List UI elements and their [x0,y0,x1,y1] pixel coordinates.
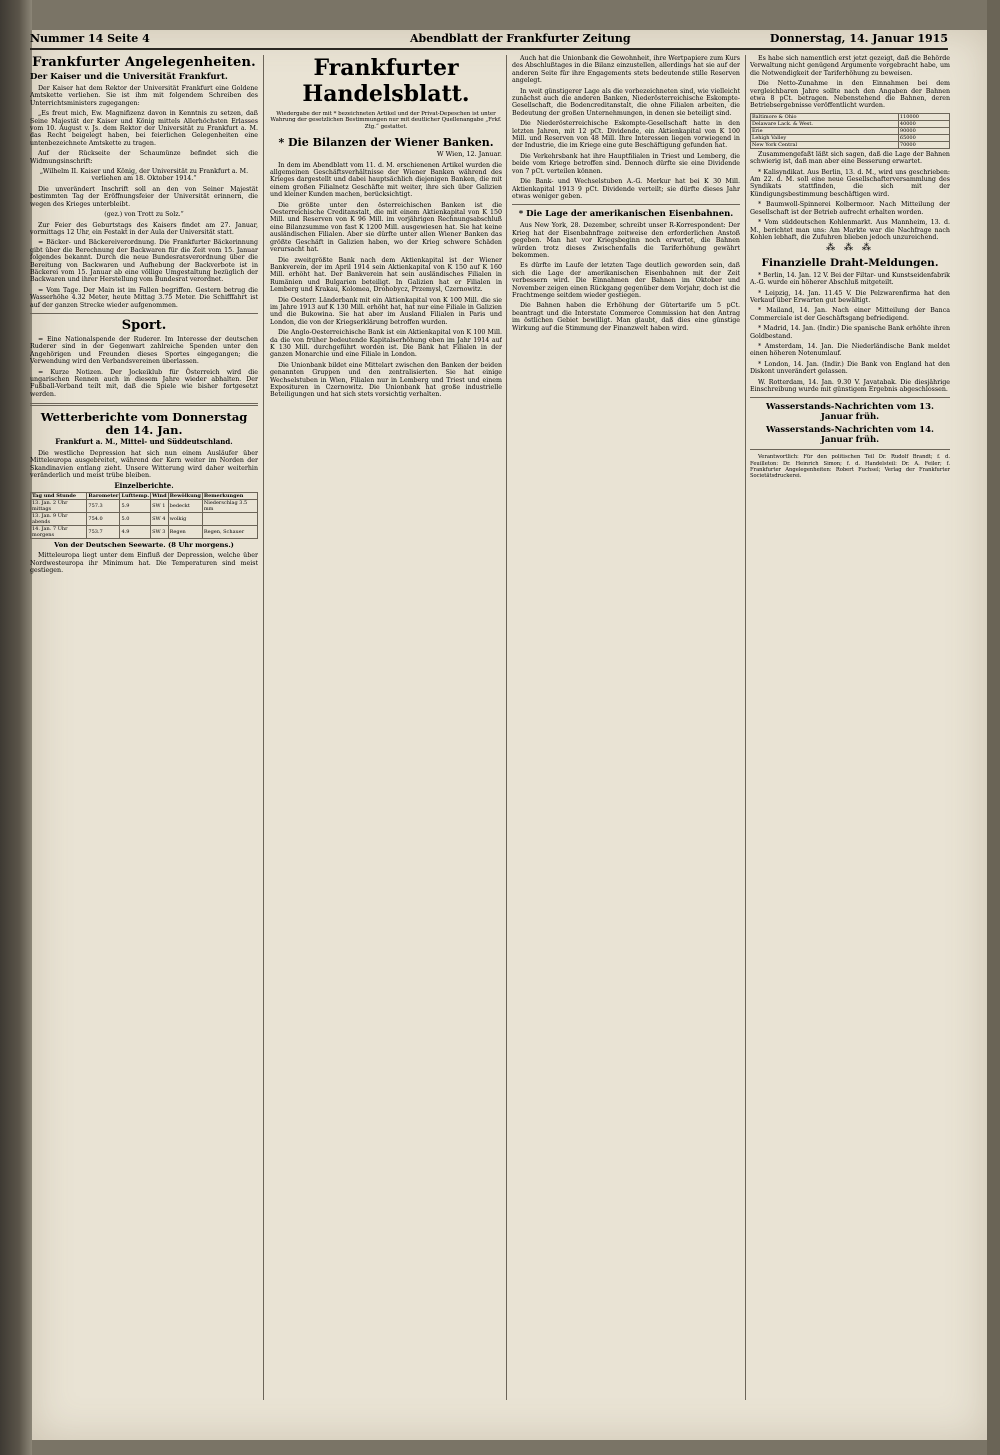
table-title: Einzelberichte. [114,481,174,491]
paragraph: Die größte unter den österreichischen Banken ist die Oesterreichische Creditanstalt, die mit einem Aktienkapital von K 150 Mill. und Reserven von K 96 Mill. im vorjährigen Rechnungsabschluß eine Bilanzsumme von fast K 1200 Mill. ausgewiesen hat. Sie hat keine ausländischen Filialen. Aber sie dürfte unter allen Wiener Banken das größte Geschäft in Galizien haben, wo der Krieg schwere Schäden verursacht hat. [270,201,502,254]
table-cell: Niederschlag 3.5 mm [202,499,257,512]
book-binding [0,0,32,1455]
table-header: Barometer [88,492,119,499]
signature: (gez.) von Trott zu Solz.“ [104,211,184,219]
paragraph: Es dürfte im Laufe der letzten Tage deutlich geworden sein, daß sich die Lage der amerikanischen Eisenbahnen mit der Zeit verbessern wird. Die Einnahmen der Bahnen im Oktober und November zeigen einen Rückgang gegenüber dem Vorjahr, doch ist die Frachtmenge seitdem wieder gestiegen. [512,262,740,299]
ornament-divider: ⁂ ⁂ ⁂ [826,243,874,254]
table-cell: SW 4 [151,512,169,525]
paragraph: Auch hat die Unionbank die Gewohnheit, ihre Wertpapiere zum Kurs des Abschlußtages in die Bilanz einzustellen, allerdings hat sie auf der anderen Seite für ihre Engagements stets bedeutende stille Reserven angelegt. [512,55,740,85]
table-row [751,134,950,141]
table-cell: 90000 [898,127,949,134]
paragraph: * Mailand, 14. Jan. Nach einer Mitteilung der Banca Commerciale ist der Geschäftsgang befriedigend. [750,307,950,322]
inscription: „Wilhelm II. Kaiser und König, der Universität zu Frankfurt a. M. verliehen am 18. Oktober 1914.“ [39,168,249,183]
paragraph: * Baumwoll-Spinnerei Kolbermoor. Nach Mitteilung der Gesellschaft ist der Betrieb aufrecht erhalten worden. [750,201,950,216]
paragraph: Die westliche Depression hat sich nun einem Ausläufer über Mitteleuropa ausgebreitet, während der Kern weiter im Norden der Skandinavien entlang zieht. Unsere Witterung wird daher weiterhin veränderlich und meist trübe bleiben. [30,449,258,479]
article-title: * Die Lage der amerikanischen Eisenbahnen. [518,209,734,220]
paragraph: * Vom süddeutschen Kohlenmarkt. Aus Mannheim, 13. d. M., berichtet man uns: Am Markte war die Nachfrage nach Kohlen lebhaft, die Zufuhren blieben jedoch unzureichend. [750,219,950,241]
table-cell: 65000 [898,134,949,141]
divider [750,449,950,450]
paragraph: * London, 14. Jan. (Indir.) Die Bank von England hat den Diskont unverändert gelassen. [750,360,950,376]
table-cell: Erie [751,127,899,134]
paragraph: In weit günstigerer Lage als die vorbezeichneten sind, wie vielleicht zunächst auch die anderen Banken, Niederösterreichische Eskompte-Gesellschaft, die Bodencreditanstalt, die ohne Filialen arbeiten, die Bedeutung der großen Unternehmungen, in denen sie beteiligt sind. [512,87,740,117]
section-title: Frankfurter Angelegenheiten. [32,55,256,70]
weather-title: Wetterberichte vom Donnerstag den 14. Jan. [40,410,248,438]
column-rule [745,55,746,1400]
table-cell: Delaware Lack. & West. [751,120,899,127]
paragraph: Die zweitgrößte Bank nach dem Aktienkapital ist der Wiener Bankverein, der im April 1914 sein Aktienkapital von K 150 auf K 160 Mill. erhöht hat. Der Bankverein hat sein ausländisches Filialen in Rumänien und Bulgarien beteiligt. In Galizien hat er Filialen in Lemberg und Krakau, Kolomea, Drohobycz, Przemysl, Czernowitz. [270,256,502,294]
sport-section-title: Sport. [121,317,167,333]
paragraph: * Berlin, 14. Jan. 12 V. Bei der Filtar- und Kunstseidenfabrik A.-G. wurde ein höherer Abschluß mitgeteilt. [750,271,950,287]
paragraph: Die Bank- und Wechselstuben A.-G. Merkur hat bei K 30 Mill. Aktienkapital 1913 9 pCt. Dividende verteilt; sie dürfte dieses Jahr etwas weniger geben. [512,178,740,200]
paragraph: „Es freut mich, Ew. Magnifizenz davon in Kenntnis zu setzen, daß Seine Majestät der Kaiser und König mittels Allerhöchsten Erlasses vom 10. August v. Js. dem Rektor der Universität zu Frankfurt a. M. das Recht beigelegt haben, bei feierlichen Gelegenheiten eine untenbezeichnete Amtskette zu tragen. [30,110,258,147]
table-cell: bedeckt [168,499,202,512]
table-cell: 40000 [898,120,949,127]
paragraph: * Madrid, 14. Jan. (Indir.) Die spanische Bank erhöhte ihren Goldbestand. [750,325,950,340]
page-edge [987,0,1000,1455]
issue-date: Donnerstag, 14. Januar 1915 [769,32,948,45]
paragraph: In dem im Abendblatt vom 11. d. M. erschienenen Artikel wurden die allgemeinen Geschäftsverhältnisse der Wiener Banken während des Krieges dargestellt und dabei hauptsächlich diejenigen Banken, die mit einem großen Filialnetz Geschäfte mit weiter, ihre sich über Galizien und kleiner Kunden machen, berücksichtigt. [270,161,502,199]
table-cell: SW 3 [151,525,169,538]
masthead [30,30,948,50]
table-cell: Regen [168,525,202,538]
divider [30,313,258,314]
paragraph: W. Rotterdam, 14. Jan. 9.30 V. Javatabak. Die diesjährige Einschreibung wurde mit günstigem Ergebnis abgeschlossen. [750,378,950,393]
column-rule [506,55,507,1400]
table-row [31,525,258,538]
paragraph: Die Verkehrsbank hat ihre Hauptfilialen in Triest und Lemberg, die beide vom Kriege betroffen sind. Dennoch dürfte sie eine Dividende von 7 pCt. verteilen können. [512,152,740,175]
table-cell: Regen, Schauer [202,525,257,538]
paragraph: Die Oesterr. Länderbank mit ein Aktienkapital von K 100 Mill. die sie im Jahre 1913 auf K 130 Mill. erhöht hat, hat nur eine Filiale in Galizien und die Bukowina. Sie hat aber im Ausland Filialen in Paris und London, die von der Kriegserklärung betroffen wurden. [270,296,502,326]
paragraph: Der Kaiser hat dem Rektor der Universität Frankfurt eine Goldene Amtskette verliehen. Sie ist ihm mit folgendem Schreiben des Unterrichtsministers zugegangen: [30,85,258,107]
table-cell: 13. Jan. 2 Uhr mittags [31,499,87,512]
table-header: Bemerkungen [202,492,257,499]
handelsblatt-title: Frankfurter Handelsblatt. [302,55,470,107]
table-cell: 4.9 [120,525,151,538]
table-cell: 754.0 [87,512,120,525]
dateline: W Wien, 12. Januar. [436,150,502,159]
divider [750,397,950,398]
water-level-title-2: Wasserstands-Nachrichten vom 14. Januar früh. [766,425,934,446]
table-cell: 753.7 [87,525,120,538]
table-cell: Lehigh Valley [751,134,899,141]
table-row [31,499,258,512]
table-cell: SW 1 [151,499,169,512]
article-headline: Der Kaiser und die Universität Frankfurt. [30,72,228,82]
paragraph: = Bäcker- und Bäckereiverordnung. Die Frankfurter Bäckerinnung gibt über die Berechnung der Backwaren für die Zeit vom 15. Januar folgendes bekannt. Durch die neue Bundesratsverordnung über die Bereitung von Backwaren und Aufhebung der Backverbote ist in Bäckerei vom 15. Januar ab eine völlige Umgestaltung bezüglich der Backwaren und ihrer Herstellung vom Bundesrat verordnet. [30,239,258,284]
railroad-table [750,113,950,149]
column-rule [263,55,264,1400]
table-cell: 110000 [898,113,949,120]
table-row [751,120,950,127]
table-cell: wolkig [168,512,202,525]
table-cell: New York Central [751,141,899,148]
paragraph: = Vom Tage. Der Main ist im Fallen begriffen. Gestern betrug die Wasserhöhe 4.32 Meter, heute Mittag 3.75 Meter. Die Schifffahrt ist auf der ganzen Strecke wieder aufgenommen. [30,286,258,309]
paragraph: Die Netto-Zunahme in den Einnahmen bei dem vergleichbaren Jahre sollte nach den Angaben der Bahnen etwa 8 pCt. betragen. Nebenstehend die Bahnen, deren Betriebsergebnisse veröffentlicht wurden. [750,80,950,110]
table-row [751,127,950,134]
table-row [31,512,258,525]
weather-subtitle: Frankfurt a. M., Mittel- und Süddeutschland. [55,437,233,447]
paragraph: Zur Feier des Geburtstags des Kaisers findet am 27. Januar, vormittags 12 Uhr, ein Festakt in der Aula der Universität statt. [30,221,258,236]
column-finance-news [750,55,950,1400]
column-frankfurter-angelegenheiten [30,55,258,1400]
paragraph: Die Unionbank bildet eine Mittelart zwischen den Banken der beiden genannten Gruppen und den zentralisierten. Sie hat einige Wechselstuben in Wien, Filialen nur in Lemberg und Triest und einem Exposituren in Czernowitz. Die Unionbank hat große industrielle Beteiligungen und hat sich stets vorsichtig verhalten. [270,361,502,399]
paragraph: Mitteleuropa liegt unter dem Einfluß der Depression, welche über Nordwesteuropa ihr Minimum hat. Die Temperaturen sind meist gestiegen. [30,552,258,574]
paragraph: * Leipzig, 14. Jan. 11.45 V. Die Pelzwarenfirma hat den Verkauf über Erwarten gut bewältigt. [750,289,950,304]
article-title: * Die Bilanzen der Wiener Banken. [278,136,494,150]
divider [512,204,740,205]
column-handelsblatt [270,55,502,1400]
table-cell: 5.0 [120,512,151,525]
table-row [751,113,950,120]
table-cell: Baltimore & Ohio [751,113,899,120]
water-level-title: Wasserstands-Nachrichten vom 13. Januar früh. [766,402,934,423]
newspaper-title: Abendblatt der Frankfurter Zeitung [410,32,631,45]
table-cell: 14. Jan. 7 Uhr morgens [31,525,87,538]
seewarte-title: Von der Deutschen Seewarte. (8 Uhr morgens.) [54,540,234,549]
table-cell [202,512,257,525]
paragraph: Auf der Rückseite der Schaumünze befindet sich die Widmungsinschrift: [30,150,258,165]
table-header: Bewölkung [169,492,201,499]
paragraph: Die Bahnen haben die Erhöhung der Gütertarife um 5 pCt. beantragt und die Interstate Commerce Commission hat den Antrag im östlichen Gebiet bewilligt. Man glaubt, daß dies eine günstige Wirkung auf die Stimmung der Finanzwelt haben wird. [512,302,740,332]
table-cell: 13. Jan. 9 Uhr abends [31,512,87,525]
paragraph: Die Anglo-Oesterreichische Bank ist ein Aktienkapital von K 100 Mill. da die von früher bedeutende Kapitalserhöhung eben im Jahr 1914 auf K 130 Mill. durchgeführt worden ist. Die Bank hat Filialen in der ganzen Monarchie und eine Filiale in London. [270,329,502,359]
page-number: Nummer 14 Seite 4 [30,32,150,45]
paragraph: Die Niederösterreichische Eskompte-Gesellschaft hatte in den letzten Jahren, mit 12 pCt. Dividende, ein Aktienkapital von K 100 Mill. und Reserven von 48 Mill. Ihre Interessen liegen vorwiegend in der Industrie, die im Kriege eine gute Beschäftigung gefunden hat. [512,120,740,150]
table-header: Wind [152,492,167,499]
paragraph: Es habe sich namentlich erst jetzt gezeigt, daß die Behörde Verwaltung nicht genügend Argumente vorgebracht habe, um die Notwendigkeit der Tariferhöhung zu beweisen. [750,55,950,77]
imprint: Verantwortlich: Für den politischen Teil Dr. Rudolf Brandt; f. d. Feuilleton: Dr. Heinrich Simon; f. d. Handelsteil: Dr. A. Feiler; f. Frankfurter Angelegenheiten: Robert Fuchsel; Verlag der Frankfurter Societätsdruckerei. [750,454,950,480]
divider [30,403,258,406]
table-header: Lufttemp. [121,492,150,499]
table-header: Tag und Stunde [31,492,87,499]
paragraph: Die unverändert Inschrift soll an den von Seiner Majestät bestimmten Tag der Eröffnungsfeier der Universität erinnern, die wegen des Krieges unterbleibt. [30,185,258,208]
finance-title: Finanzielle Draht-Meldungen. [761,256,939,269]
table-cell: 757.3 [87,499,120,512]
table-cell: 70000 [898,141,949,148]
table-row [751,141,950,148]
paragraph: * Kalisyndikat. Aus Berlin, 13. d. M., wird uns geschrieben: Am 22. d. M. soll eine neue Gesellschafterversammlung des Syndikats stattfinden, die sich mit der Kündigungsbestimmung beschäftigen wird. [750,168,950,198]
paragraph: Aus New York, 28. Dezember, schreibt unser R-Korrespondent: Der Krieg hat der Eisenbahnfrage zeitweise den erforderlichen Anstoß gegeben. Man hat vor Kriegsbeginn noch erwartet, die Bahnen würden trotz dieses Zwischenfalls die Tariferhöhung gewährt bekommen. [512,222,740,259]
weather-table [30,492,258,539]
reprint-note: Wiedergabe der mit * bezeichneten Artikel und der Privat-Depeschen ist unter Wahrung der gesetzlichen Bestimmungen nur mit deutlicher Quellenangabe „Frkf. Ztg.“ gestattet. [270,111,502,130]
paragraph: * Amsterdam, 14. Jan. Die Niederländische Bank meldet einen höheren Notenumlauf. [750,342,950,358]
table-cell: 5.9 [120,499,151,512]
paragraph: Zusammengefaßt läßt sich sagen, daß die Lage der Bahnen schwierig ist, daß man aber eine Besserung erwartet. [750,150,950,166]
paragraph: = Eine Nationalspende der Ruderer. Im Interesse der deutschen Ruderer sind in der Gegenwart zahlreiche Spenden unter den Angehörigen und Freunden dieses Sportes eingegangen; die Verwendung wird den Verbandsvereinen überlassen. [30,335,258,366]
paragraph: = Kurze Notizen. Der Jockeiklub für Österreich wird die ungarischen Rennen auch in diesem Jahre wieder abhalten. Der Fußball-Verband teilt mit, daß die Spiele wie bisher fortgesetzt werden. [30,368,258,398]
column-banks-continued [512,55,740,1400]
